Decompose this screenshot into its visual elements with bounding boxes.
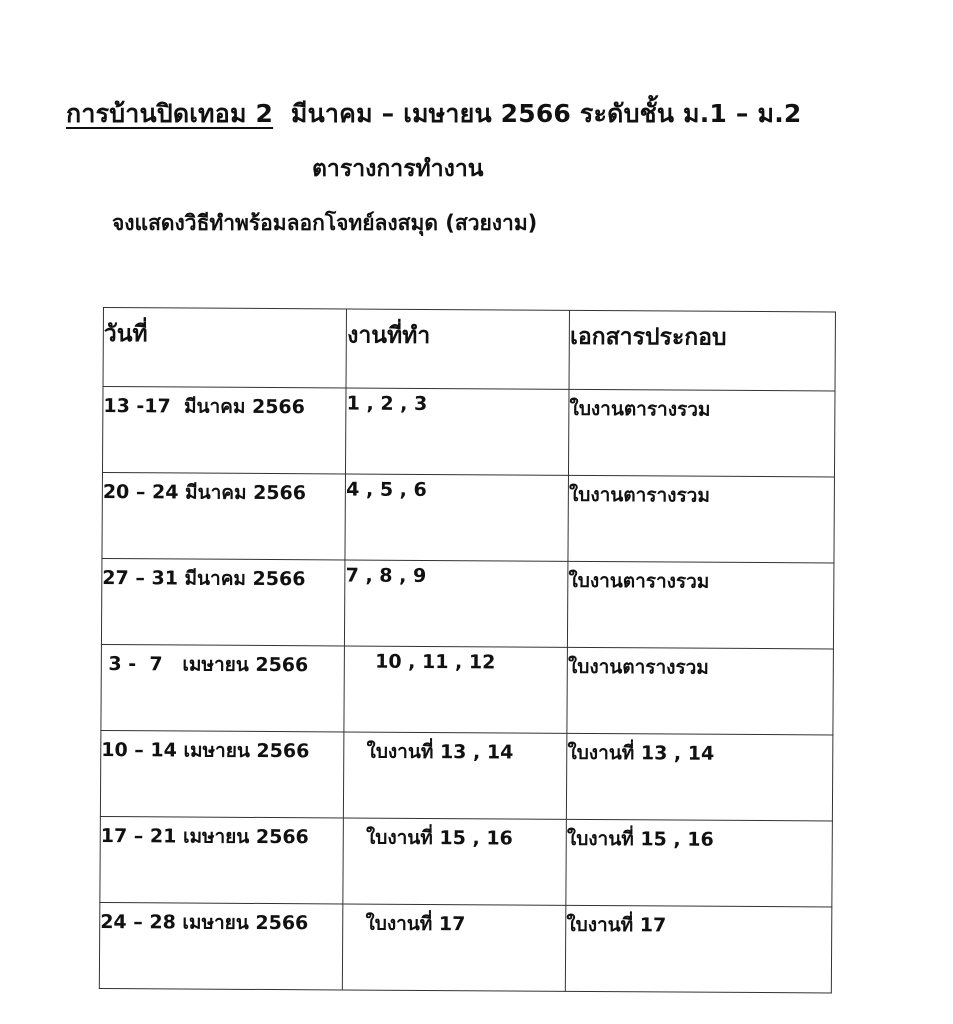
- table-header-row: [103, 308, 835, 391]
- cell-date: 13 -17 มีนาคม 2566: [102, 387, 346, 474]
- cell-document: ใบงานที่ 15 , 16: [566, 819, 832, 907]
- cell-task: ใบงานที่ 15 , 16: [343, 818, 566, 905]
- cell-task: ใบงานที่ 13 , 14: [344, 732, 567, 819]
- cell-document: ใบงานตารางรวม: [569, 389, 835, 477]
- cell-document: ใบงานที่ 13 , 14: [567, 733, 833, 821]
- cell-document: ใบงานตารางรวม: [568, 561, 834, 649]
- cell-document: ใบงานตารางรวม: [567, 647, 833, 735]
- cell-task: 10 , 11 , 12: [344, 646, 567, 733]
- column-header-document: เอกสารประกอบ: [569, 310, 835, 391]
- title-rest: มีนาคม – เมษายน 2566 ระดับชั้น ม.1 – ม.2: [273, 99, 802, 128]
- cell-task: 7 , 8 , 9: [345, 560, 568, 647]
- title-underlined: การบ้านปิดเทอม 2: [66, 99, 274, 128]
- cell-date: 10 – 14 เมษายน 2566: [100, 730, 344, 817]
- document-subtitle: ตารางการทำงาน: [312, 156, 484, 182]
- cell-task: 4 , 5 , 6: [345, 474, 568, 561]
- column-header-date: วันที่: [103, 308, 347, 388]
- instruction-text: จงแสดงวิธีทำพร้อมลอกโจทย์ลงสมุด (สวยงาม): [112, 211, 538, 235]
- cell-date: 20 – 24 มีนาคม 2566: [102, 472, 346, 559]
- table-row: [102, 472, 835, 562]
- table-row: [101, 558, 834, 648]
- cell-date: 24 – 28 เมษายน 2566: [99, 902, 343, 989]
- cell-document: ใบงานตารางรวม: [568, 475, 834, 563]
- cell-task: ใบงานที่ 17: [343, 904, 566, 991]
- schedule-table: [99, 307, 836, 993]
- cell-task: 1 , 2 , 3: [346, 388, 569, 475]
- table-row: [101, 644, 834, 734]
- cell-document: ใบงานที่ 17: [566, 905, 832, 993]
- cell-date: 27 – 31 มีนาคม 2566: [101, 558, 345, 645]
- table-row: [100, 816, 833, 906]
- column-header-task: งานที่ทำ: [346, 309, 569, 389]
- table-row: [102, 387, 835, 477]
- document-title: [66, 94, 802, 134]
- cell-date: 3 - 7 เมษายน 2566: [101, 644, 345, 731]
- table-row: [100, 730, 833, 820]
- cell-date: 17 – 21 เมษายน 2566: [100, 816, 344, 903]
- table-row: [99, 902, 832, 992]
